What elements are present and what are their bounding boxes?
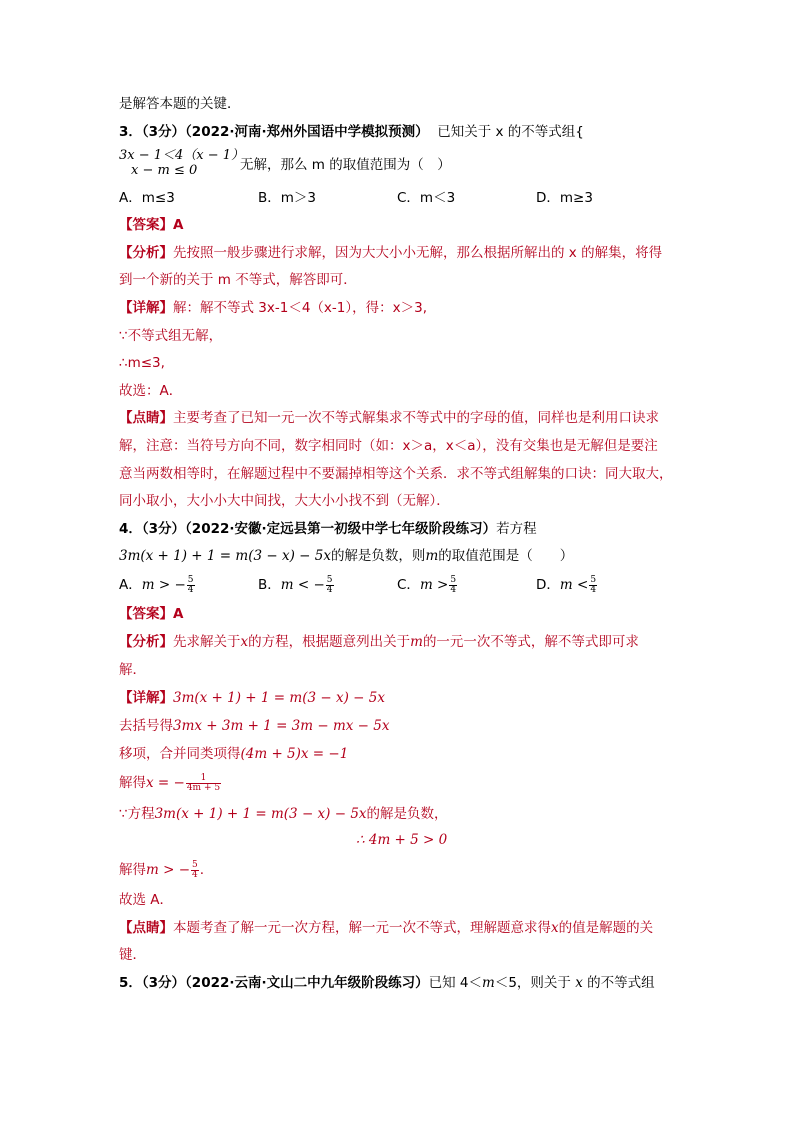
detail-line [119,688,385,708]
question-source: （2022·云南·文山二中九年级阶段练习） [185,975,429,991]
variable: x [240,634,249,650]
text: 主要考查了已知一元一次不等式解集求不等式中的字母的值，同样也是利用口诀求 [173,410,659,426]
equation: m > − [146,862,191,878]
equation: 3mx + 3m + 1 = 3m − mx − 5x [173,718,390,734]
option-a [119,188,175,208]
equation: x = − [146,775,185,791]
answer-line [119,604,183,624]
question-text: ＜5，则关于 [494,975,571,991]
option-c [397,188,455,208]
option-a [119,575,196,595]
text: 先按照一般步骤进行求解，因为大大小小无解，那么根据所解出的 x 的解集，将得 [173,245,663,261]
question-3-tail [240,155,451,175]
question-text: 的不等式组 [587,975,655,991]
variable: x [551,920,559,936]
detail-line [119,326,222,346]
question-4-header [119,519,537,539]
text: ∵不等式组无解， [119,328,223,344]
question-4-body [119,546,573,566]
text: 移项，合并同类项得 [119,746,241,762]
point-line [119,918,653,938]
equation: 3m(x + 1) + 1 = m(3 − x) − 5x [119,548,331,564]
text: 故选 A． [119,892,174,908]
question-text: 已知 4＜ [428,975,483,991]
text: 是解答本题的关键． [119,96,241,112]
option-d [536,575,598,595]
point-line [119,464,673,484]
fraction [326,576,334,595]
option-c [397,575,458,595]
question-number: 5．（3分） [119,975,186,991]
numerator: 1 [186,774,221,784]
denominator: 4 [192,869,198,880]
option-letter: D． [536,577,560,593]
text: 同小取小，大小小大中间找，大大小小找不到（无解）． [119,493,450,509]
option-d [536,188,593,208]
text: 先求解关于 [173,634,241,650]
variable: m [410,634,423,650]
answer-value: A [173,217,184,233]
option-math: m > [419,577,449,593]
equation: 3m(x + 1) + 1 = m(3 − x) − 5x [154,806,367,822]
detail-tag: 【详解】 [119,300,173,316]
equation: (4m + 5)x = −1 [240,746,349,762]
denominator: 4 [590,584,597,595]
text: 解得 [119,862,146,878]
point-line [119,436,658,456]
numerator: 5 [187,574,194,585]
detail-tag: 【详解】 [119,690,173,706]
point-line [119,408,659,428]
detail-line [119,890,173,910]
text: ∵方程 [119,806,155,822]
option-letter: B． [258,577,281,593]
text: 意当两数相等时，在解题过程中不要漏掉相等这个关系．求不等式组解集的口诀：同大取大， [119,466,673,482]
detail-line [119,744,348,764]
analysis-line [119,270,357,290]
equation: ∴ 4m + 5 > 0 [356,832,448,848]
analysis-tag: 【分析】 [119,245,173,261]
point-line [119,945,146,965]
text: 解得 [119,775,146,791]
option-math: m > − [141,577,186,593]
inequality-system [119,148,244,178]
fraction [191,861,199,880]
analysis-line [119,243,662,263]
question-text: 已知关于 x 的不等式组{ [437,124,584,140]
analysis-line [119,632,639,652]
text: 本题考查了解一元一次方程，解一元一次不等式，理解题意求得 [173,920,551,936]
numerator: 5 [450,574,457,585]
question-text: 的取值范围是（ ） [438,548,574,564]
option-label: A．m≤3 [119,190,175,206]
detail-line [119,381,182,401]
question-text: 无解，那么 m 的取值范围为（ ） [240,157,451,173]
detail-line [119,716,389,736]
text: 解． [119,662,146,678]
numerator: 5 [590,574,597,585]
text: 键． [119,947,146,963]
text: 的解是负数， [366,806,448,822]
detail-line [119,773,222,793]
question-text: 的解是负数，则 [330,548,426,564]
variable: x [575,975,583,991]
inequality-2: x − m ≤ 0 [131,163,198,178]
point-line [119,491,450,511]
equation: 3m(x + 1) + 1 = m(3 − x) − 5x [173,690,385,706]
variable: m [482,975,495,991]
point-tag: 【点睛】 [119,410,173,426]
text: ∴m≤3, [119,355,165,371]
text: 的方程，根据题意列出关于 [248,634,411,650]
denominator: 4 [326,584,333,595]
fraction [186,774,221,793]
numerator: 5 [192,859,198,870]
answer-value: A [173,606,184,622]
answer-line [119,215,183,235]
detail-line [119,298,427,318]
variable: m [425,548,439,564]
text: 到一个新的关于 m 不等式，解答即可． [119,272,357,288]
text: 去括号得 [119,718,173,734]
answer-tag: 【答案】 [119,606,173,622]
question-3-header [119,122,584,142]
option-b [258,188,316,208]
detail-line [356,830,447,850]
text: 的一元一次不等式，解不等式即可求 [422,634,639,650]
question-text: 若方程 [496,521,537,537]
answer-tag: 【答案】 [119,217,173,233]
question-5-header [119,973,655,993]
option-math: m < [559,577,589,593]
question-source: （2022·河南·郑州外国语中学模拟预测） [185,124,429,140]
option-label: C．m＜3 [397,190,456,206]
detail-line [119,353,165,373]
detail-line [119,860,204,880]
question-number: 3．（3分） [119,124,186,140]
text-line [119,94,241,114]
text: . [199,862,205,878]
text: 解，注意：当符号方向不同，数字相同时（如：x＞a，x＜a），没有交集也是无解但是要注 [119,438,658,454]
text: 故选：A． [119,383,183,399]
inequality-1: 3x − 1＜4（x − 1） [119,148,245,163]
option-letter: A． [119,577,142,593]
point-tag: 【点睛】 [119,920,173,936]
fraction [449,576,457,595]
fraction [589,576,597,595]
analysis-tag: 【分析】 [119,634,173,650]
detail-line [119,804,448,824]
fraction [187,576,195,595]
option-b [258,575,335,595]
question-number: 4．（3分） [119,521,186,537]
analysis-line [119,660,146,680]
text: 解：解不等式 3x-1＜4（x-1），得：x＞3, [173,300,427,316]
numerator: 5 [326,574,333,585]
option-label: D．m≥3 [536,190,593,206]
text: 的值是解题的关 [558,920,654,936]
option-label: B．m＞3 [258,190,317,206]
denominator: 4 [450,584,457,595]
denominator: 4m + 5 [186,782,221,793]
denominator: 4 [187,584,194,595]
option-letter: C． [397,577,420,593]
question-source: （2022·安徽·定远县第一初级中学七年级阶段练习） [185,521,497,537]
option-math: m < − [280,577,325,593]
